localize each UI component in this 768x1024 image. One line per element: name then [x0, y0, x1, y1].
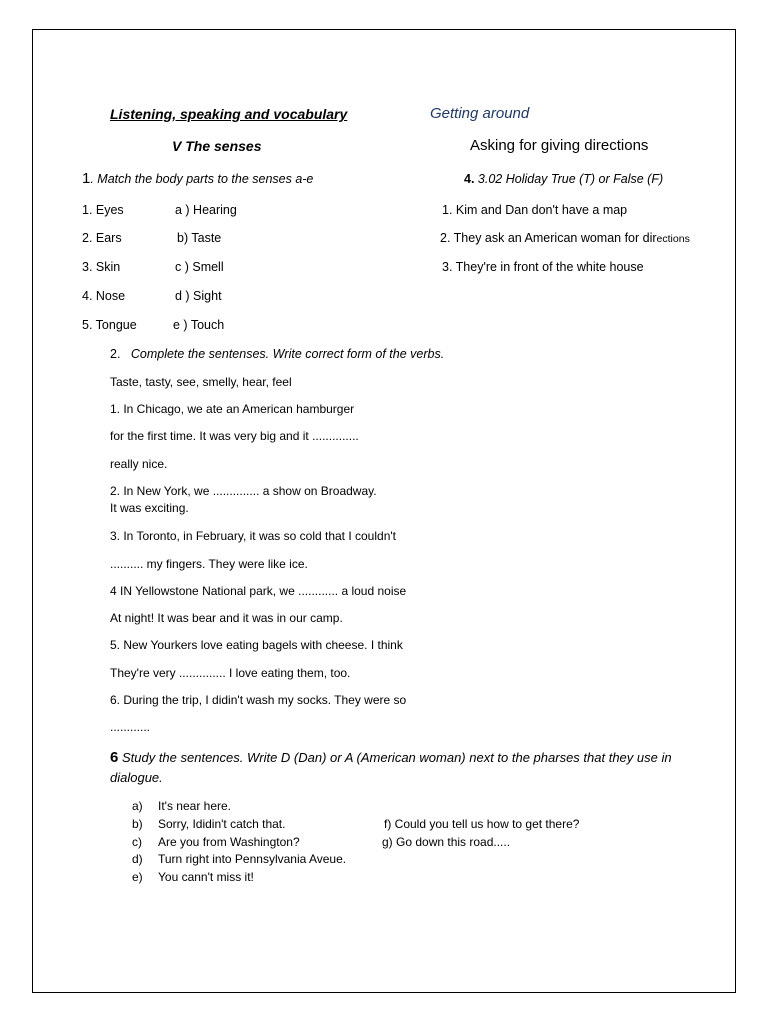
true-false-item-text: 2. They ask an American woman for dir [440, 231, 657, 245]
phrase-item: f) Could you tell us how to get there? [384, 817, 580, 831]
body-part-item: 4. Nose [82, 289, 126, 303]
exercise-6-instruction-cont: dialogue. [110, 770, 163, 785]
sentence-line: really nice. [110, 457, 168, 471]
body-part-item: 2. Ears [82, 231, 122, 245]
exercise-4-heading [464, 171, 663, 187]
phrase-item: c) Are you from Washington? [132, 835, 300, 849]
true-false-item-tail: ections [656, 233, 690, 245]
exercise-6-heading [110, 750, 672, 766]
exercise-1-heading [82, 171, 313, 187]
true-false-item: 3. They're in front of the white house [442, 260, 644, 274]
sentence-line: 5. New Yourkers love eating bagels with cheese. I think [110, 638, 403, 652]
exercise-6-number: 6 [110, 749, 119, 766]
exercise-2-heading [110, 346, 444, 362]
body-part-item: 5. Tongue [82, 318, 137, 332]
phrase-item: b) Sorry, Ididin't catch that. [132, 817, 286, 831]
true-false-item [440, 230, 690, 247]
sentence-line: 1. In Chicago, we ate an American hamburger [110, 402, 355, 416]
sentence-line: They're very .............. I love eating them, too. [110, 666, 351, 680]
exercise-2-instruction: Complete the sentenses. Write correct form of the verbs. [130, 347, 445, 361]
sentence-line: .......... my fingers. They were like ice. [110, 557, 308, 571]
subtitle-directions: Asking for giving directions [470, 137, 649, 154]
sentence-line: It was exciting. [110, 501, 189, 515]
exercise-1-number: 1 [82, 170, 91, 187]
exercise-1-instruction: . Match the body parts to the senses a-e [90, 172, 314, 186]
sense-item: d ) Sight [175, 289, 222, 303]
phrase-item: d) Turn right into Pennsylvania Aveue. [132, 852, 347, 866]
sense-item: a ) Hearing [175, 203, 237, 217]
sentence-line: ............ [110, 720, 151, 734]
sentence-line: 3. In Toronto, in February, it was so cold that I couldn't [110, 529, 396, 543]
phrase-item: g) Go down this road..... [382, 835, 511, 849]
exercise-6-instruction: Study the sentences. Write D (Dan) or A (American woman) next to the pharses that they use in [121, 750, 672, 765]
sentence-line: for the first time. It was very big and it .............. [110, 429, 359, 443]
sentence-line: 6. During the trip, I didin't wash my socks. They were so [110, 693, 407, 707]
phrase-item: a) It's near here. [132, 799, 231, 813]
subtitle-senses: V The senses [172, 138, 262, 154]
sentence-line: 2. In New York, we .............. a show on Broadway. [110, 484, 377, 498]
sentence-line: 4 IN Yellowstone National park, we ............ a loud noise [110, 584, 407, 598]
body-part-item: 3. Skin [82, 260, 121, 274]
sense-item: b) Taste [177, 231, 222, 245]
sense-item: e ) Touch [173, 318, 225, 332]
body-part-item: 1. Eyes [82, 203, 124, 217]
section-title-right: Getting around [430, 105, 530, 122]
exercise-4-number: 4. [464, 172, 475, 186]
word-bank: Taste, tasty, see, smelly, hear, feel [110, 375, 292, 389]
section-title-left: Listening, speaking and vocabulary [110, 106, 348, 122]
true-false-item: 1. Kim and Dan don't have a map [442, 203, 628, 217]
exercise-2-number: 2. [110, 347, 121, 361]
exercise-4-instruction: 3.02 Holiday True (T) or False (F) [474, 172, 664, 186]
phrase-item: e) You cann't miss it! [132, 870, 254, 884]
sentence-line: At night! It was bear and it was in our camp. [110, 611, 343, 625]
sense-item: c ) Smell [175, 260, 224, 274]
